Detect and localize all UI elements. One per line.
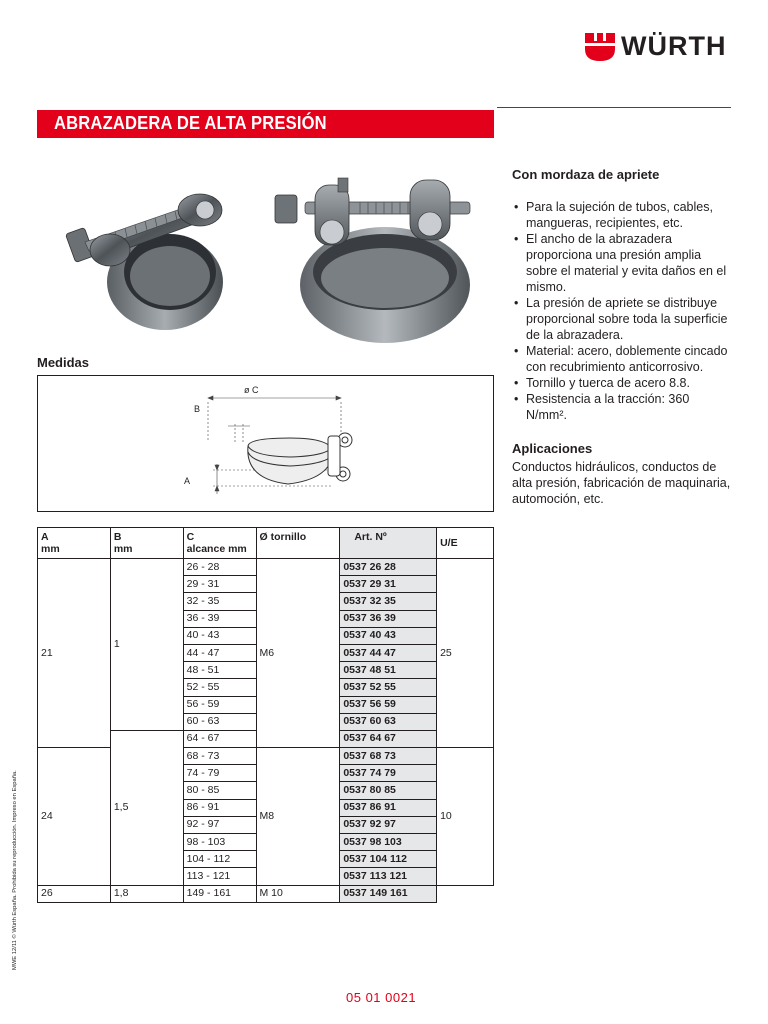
cell-art: 0537 26 28	[340, 559, 437, 576]
cell-art: 0537 64 67	[340, 730, 437, 747]
cell-c: 92 - 97	[183, 816, 256, 833]
cell-b: 1,8	[110, 885, 183, 902]
cell-art: 0537 60 63	[340, 713, 437, 730]
table-header-row	[38, 528, 494, 559]
cell-c: 44 - 47	[183, 644, 256, 661]
cell-c: 80 - 85	[183, 782, 256, 799]
cell-a: 21	[38, 559, 111, 748]
features-list	[512, 199, 732, 423]
cell-c: 26 - 28	[183, 559, 256, 576]
cell-art: 0537 80 85	[340, 782, 437, 799]
cell-screw: M8	[256, 748, 340, 886]
cell-c: 86 - 91	[183, 799, 256, 816]
feature-item: • El ancho de la abrazadera proporciona una presión amplia sobre el material y evita daños en el mismo.	[512, 231, 732, 295]
dimensions-heading: Medidas	[37, 355, 90, 370]
cell-art: 0537 92 97	[340, 816, 437, 833]
cell-c: 56 - 59	[183, 696, 256, 713]
feature-item: • La presión de apriete se distribuye proporcional sobre toda la superficie de la abrazadera.	[512, 295, 732, 343]
features-panel	[512, 167, 732, 507]
cell-art: 0537 32 35	[340, 593, 437, 610]
feature-item: • Tornillo y tuerca de acero 8.8.	[512, 375, 732, 391]
dimensions-diagram	[173, 384, 373, 504]
table-row	[38, 885, 494, 902]
dimensions-diagram-box	[37, 375, 494, 512]
cell-c: 60 - 63	[183, 713, 256, 730]
dimension-c-label: ø C	[244, 385, 259, 395]
cell-art: 0537 98 103	[340, 834, 437, 851]
col-header-ue: U/E	[437, 528, 494, 559]
cell-c: 32 - 35	[183, 593, 256, 610]
dimension-a-label: A	[184, 476, 191, 486]
col-header-b: B mm	[110, 528, 183, 559]
cell-b: 1,5	[110, 730, 183, 885]
cell-art: 0537 36 39	[340, 610, 437, 627]
feature-item: • Material: acero, doblemente cincado con recubrimiento anticorrosivo.	[512, 343, 732, 375]
feature-item: • Resistencia a la tracción: 360 N/mm².	[512, 391, 732, 423]
col-header-art: Art. Nº	[340, 528, 437, 559]
applications-heading: Aplicaciones	[512, 441, 593, 456]
cell-a: 26	[38, 885, 111, 902]
brand-name: WÜRTH	[621, 30, 727, 61]
cell-ue: 25	[437, 559, 494, 748]
wurth-logo-icon	[585, 31, 615, 61]
cell-art: 0537 56 59	[340, 696, 437, 713]
cell-c: 149 - 161	[183, 885, 256, 902]
clamp-photo-side	[45, 172, 235, 337]
cell-c: 74 - 79	[183, 765, 256, 782]
dimension-b-label: B	[194, 404, 201, 414]
table-row	[38, 559, 494, 576]
copyright-note: MWE 12/11 © Würth España. Prohibida su reproducción. Impreso en España.	[12, 770, 18, 970]
col-header-a: A mm	[38, 528, 111, 559]
clamp-photo-front	[270, 160, 480, 350]
cell-c: 36 - 39	[183, 610, 256, 627]
col-header-screw: Ø tornillo	[256, 528, 340, 559]
cell-art: 0537 68 73	[340, 748, 437, 765]
applications-text: Conductos hidráulicos, conductos de alta presión, fabricación de maquinaria, automoción, etc.	[512, 460, 731, 506]
cell-art: 0537 104 112	[340, 851, 437, 868]
header-rule	[497, 107, 731, 108]
cell-b: 1	[110, 559, 183, 731]
col-header-c: C alcance mm	[183, 528, 256, 559]
title-bar	[37, 110, 494, 138]
cell-c: 98 - 103	[183, 834, 256, 851]
cell-art: 0537 113 121	[340, 868, 437, 885]
table-row	[38, 748, 494, 765]
cell-c: 64 - 67	[183, 730, 256, 747]
cell-art: 0537 29 31	[340, 576, 437, 593]
features-heading: Con mordaza de apriete	[512, 167, 660, 182]
cell-c: 113 - 121	[183, 868, 256, 885]
cell-c: 68 - 73	[183, 748, 256, 765]
cell-screw: M 10	[256, 885, 340, 902]
cell-screw: M6	[256, 559, 340, 748]
cell-ue: 10	[437, 748, 494, 886]
cell-art: 0537 40 43	[340, 627, 437, 644]
spec-table	[37, 527, 494, 903]
cell-art: 0537 149 161	[340, 885, 437, 902]
cell-c: 104 - 112	[183, 851, 256, 868]
cell-art: 0537 74 79	[340, 765, 437, 782]
cell-c: 40 - 43	[183, 627, 256, 644]
page-code: 05 01 0021	[346, 990, 417, 1005]
cell-c: 48 - 51	[183, 662, 256, 679]
cell-a: 24	[38, 748, 111, 886]
page-title: ABRAZADERA DE ALTA PRESIÓN	[54, 113, 327, 133]
cell-art: 0537 52 55	[340, 679, 437, 696]
cell-art: 0537 44 47	[340, 644, 437, 661]
feature-item: • Para la sujeción de tubos, cables, mangueras, recipientes, etc.	[512, 199, 732, 231]
cell-c: 52 - 55	[183, 679, 256, 696]
cell-c: 29 - 31	[183, 576, 256, 593]
cell-art: 0537 86 91	[340, 799, 437, 816]
cell-art: 0537 48 51	[340, 662, 437, 679]
wurth-logo	[585, 30, 726, 62]
